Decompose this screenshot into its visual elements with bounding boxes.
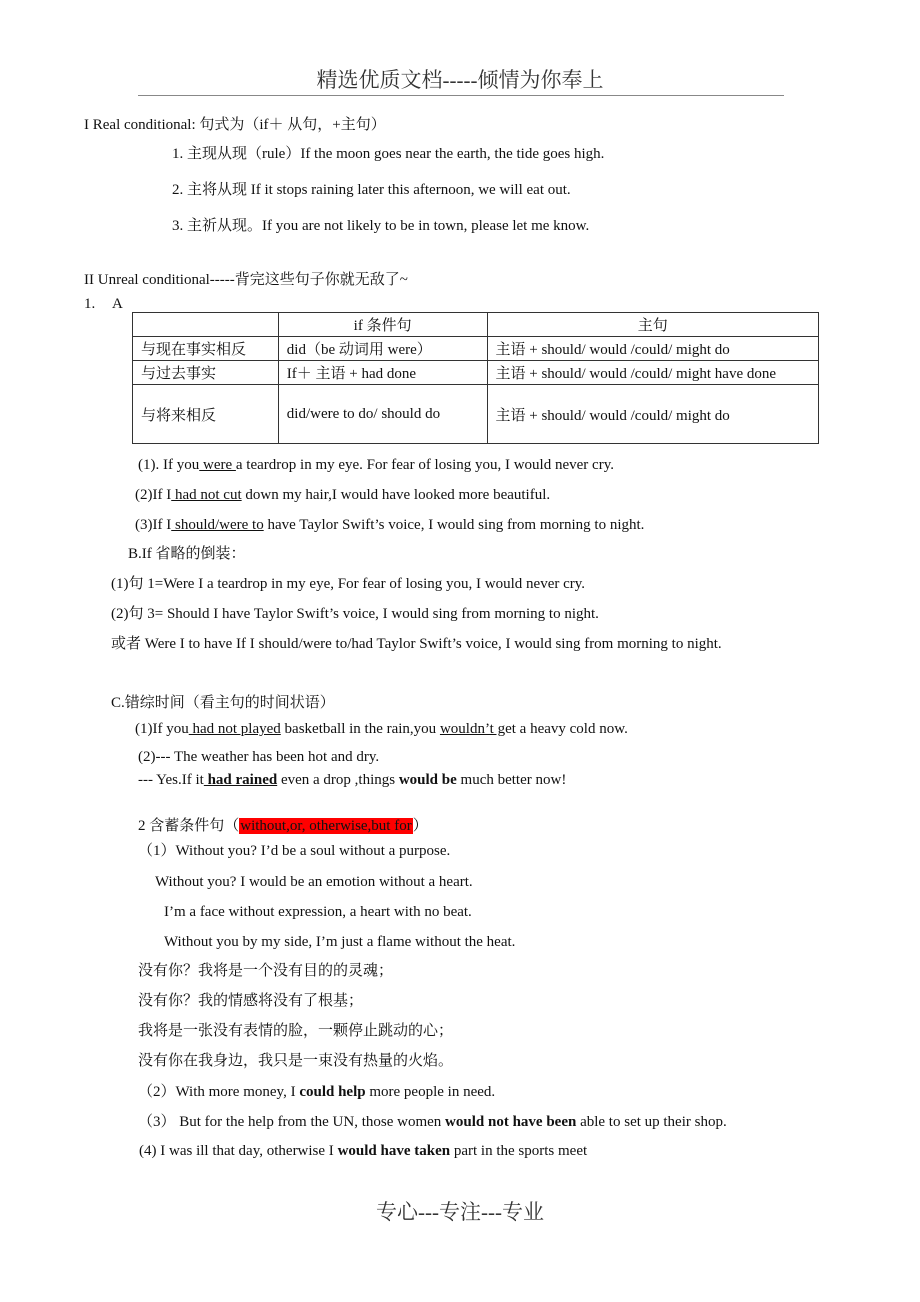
example-c-3: --- Yes.If it had rained even a drop ,things would be much better now! <box>138 772 567 788</box>
chinese-line-4: 没有你在我身边，我只是一束没有热量的火焰。 <box>138 1053 454 1069</box>
section1-title: I Real conditional: 句式为（if＋ 从句，+主句） <box>84 117 386 133</box>
section1-item-2: 2. 主将从现 If it stops raining later this afternoon, we will eat out. <box>172 182 571 198</box>
table-header-cell: if 条件句 <box>278 313 487 337</box>
table-row <box>133 385 819 444</box>
poem-line-3: I’m a face without expression, a heart with no beat. <box>164 904 472 920</box>
chinese-line-2: 没有你？我的情感将没有了根基； <box>138 993 364 1009</box>
example-implicit-4: (4) I was ill that day, otherwise I would have taken part in the sports meet <box>139 1143 588 1159</box>
example-a-3: (3)If I should/were to have Taylor Swift’s voice, I would sing from morning to night. <box>135 517 645 533</box>
table-header-cell: 主句 <box>487 313 819 337</box>
table-header-cell <box>133 313 279 337</box>
table-cell: 主语 + should/ would /could/ might do <box>487 385 819 444</box>
subsection-b-label: B.If 省略的倒装： <box>128 546 246 562</box>
section2-number: 1. <box>84 296 96 312</box>
example-c-2: (2)--- The weather has been hot and dry. <box>138 749 380 765</box>
chinese-line-1: 没有你？我将是一个没有目的的灵魂； <box>138 963 394 979</box>
section1-item-3: 3. 主祈从现。If you are not likely to be in town, please let me know. <box>172 218 590 234</box>
table-cell: 主语 + should/ would /could/ might do <box>487 337 819 361</box>
poem-line-4: Without you by my side, I’m just a flame without the heat. <box>164 934 516 950</box>
section2-title: II Unreal conditional-----背完这些句子你就无敌了~ <box>84 272 408 288</box>
subsection-c-label: C.错综时间（看主句的时间状语） <box>111 695 335 711</box>
subsection-a-label: A <box>112 296 123 312</box>
chinese-line-3: 我将是一张没有表情的脸，一颗停止跳动的心； <box>138 1023 454 1039</box>
section3-title: 2 含蓄条件句（without,or, otherwise,but for） <box>138 818 428 834</box>
example-b-2: (2)句 3= Should I have Taylor Swift’s voice, I would sing from morning to night. <box>111 606 599 622</box>
table-cell: 主语 + should/ would /could/ might have done <box>487 361 819 385</box>
example-a-1: (1). If you were a teardrop in my eye. For fear of losing you, I would never cry. <box>138 457 614 473</box>
table-cell: 与现在事实相反 <box>133 337 279 361</box>
poem-line-1: （1）Without you? I’d be a soul without a purpose. <box>138 843 451 859</box>
conditional-table <box>132 312 819 444</box>
table-cell: did/were to do/ should do <box>278 385 487 444</box>
table-cell: 与将来相反 <box>133 385 279 444</box>
table-cell: 与过去事实 <box>133 361 279 385</box>
table-row <box>133 361 819 385</box>
table-header-row <box>133 313 819 337</box>
section1-item-1: 1. 主现从现（rule）If the moon goes near the earth, the tide goes high. <box>172 146 605 162</box>
table-cell: did（be 动词用 were） <box>278 337 487 361</box>
page-footer: 专心---专注---专业 <box>376 1200 544 1224</box>
example-c-1: (1)If you had not played basketball in the rain,you wouldn’t get a heavy cold now. <box>135 721 628 737</box>
header-divider <box>138 95 784 96</box>
table-row <box>133 337 819 361</box>
example-b-1: (1)句 1=Were I a teardrop in my eye, For fear of losing you, I would never cry. <box>111 576 586 592</box>
poem-line-2: Without you? I would be an emotion without a heart. <box>155 874 473 890</box>
example-implicit-2: （2）With more money, I could help more people in need. <box>138 1084 496 1100</box>
example-implicit-3: （3） But for the help from the UN, those women would not have been able to set up their shop. <box>138 1114 727 1130</box>
example-a-2: (2)If I had not cut down my hair,I would have looked more beautiful. <box>135 487 551 503</box>
example-b-3: 或者 Were I to have If I should/were to/had Taylor Swift’s voice, I would sing from morning to night. <box>111 636 722 652</box>
page-header: 精选优质文档-----倾情为你奉上 <box>316 68 604 92</box>
table-cell: If＋ 主语 + had done <box>278 361 487 385</box>
highlighted-keywords: without,or, otherwise,but for <box>240 818 412 834</box>
